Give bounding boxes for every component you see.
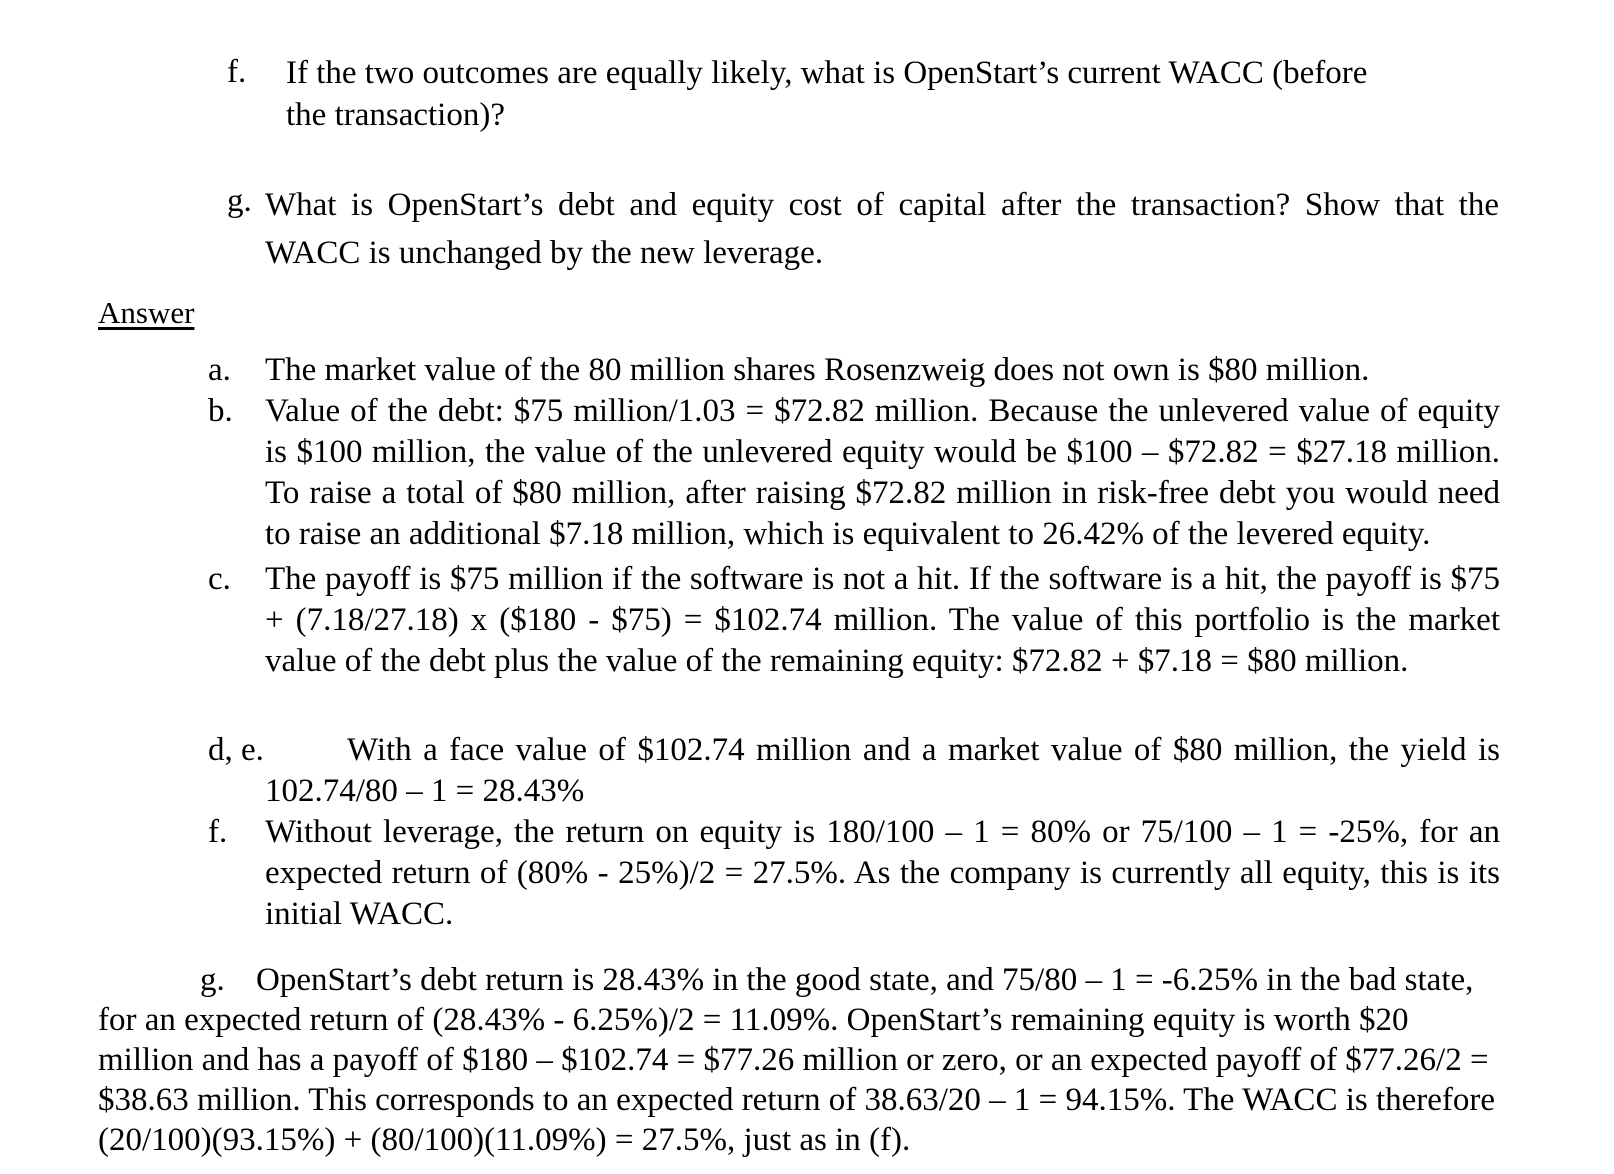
answer-b xyxy=(208,391,1500,555)
question-f-marker: f. xyxy=(227,54,247,90)
answer-c-text: The payoff is $75 million if the software is not a hit. If the software is a hit, the payoff is $75 + (7.18/27.18) x ($180 - $75) = $102.74 million. The value of this portfolio is the market value of the debt plus the value of the remaining equity: $72.82 + $7.18 = $80 million. xyxy=(265,561,1500,679)
question-f-text: If the two outcomes are equally likely, what is OpenStart’s current WACC (before the transaction)? xyxy=(286,55,1368,133)
answer-de-marker: d, e. xyxy=(208,732,264,768)
answer-c xyxy=(208,559,1500,682)
answer-a-text: The market value of the 80 million shares Rosenzweig does not own is $80 million. xyxy=(265,352,1370,388)
answer-c-marker: c. xyxy=(208,561,231,597)
answer-b-text: Value of the debt: $75 million/1.03 = $72.82 million. Because the unlevered value of equity is $100 million, the value of the unlevered equity would be $100 – $72.82 = $27.18 million. To raise a total of $80 million, after raising $72.82 million in risk-free debt you would need to raise an additional $7.18 million, which is equivalent to 26.42% of the levered equity. xyxy=(265,393,1500,552)
question-g-text: What is OpenStart’s debt and equity cost of capital after the transaction? Show that the WACC is unchanged by the new leverage. xyxy=(265,187,1499,271)
answer-a-marker: a. xyxy=(208,352,231,388)
answer-b-marker: b. xyxy=(208,393,233,429)
answer-g-marker: g. xyxy=(200,962,225,998)
answer-f-text: Without leverage, the return on equity is 180/100 – 1 = 80% or 75/100 – 1 = -25%, for an expected return of (80% - 25%)/2 = 27.5%. As the company is currently all equity, this is its initial WACC. xyxy=(265,814,1500,932)
answer-heading: Answer xyxy=(98,295,195,330)
answer-de-text: With a face value of $102.74 million and a market value of $80 million, the yield is 102.74/80 – 1 = 28.43% xyxy=(265,732,1500,809)
question-g xyxy=(227,181,1499,277)
answer-f xyxy=(208,812,1500,935)
question-f xyxy=(227,52,1407,136)
answer-de xyxy=(208,730,1500,812)
answer-f-marker: f. xyxy=(208,814,228,850)
answer-a xyxy=(208,350,1500,391)
answer-g xyxy=(98,960,1498,1160)
question-g-marker: g. xyxy=(227,183,252,219)
answer-g-text: OpenStart’s debt return is 28.43% in the good state, and 75/80 – 1 = -6.25% in the bad state, for an expected return of (28.43% - 6.25%)/2 = 11.09%. OpenStart’s remaining equity is worth $20 million and has a payoff of $180 – $102.74 = $77.26 million or zero, or an expected payoff of $77.26/2 = $38.63 million. This corresponds to an expected return of 38.63/20 – 1 = 94.15%. The WACC is therefore (20/100)(93.15%) + (80/100)(11.09%) = 27.5%, just as in (f). xyxy=(98,962,1496,1158)
